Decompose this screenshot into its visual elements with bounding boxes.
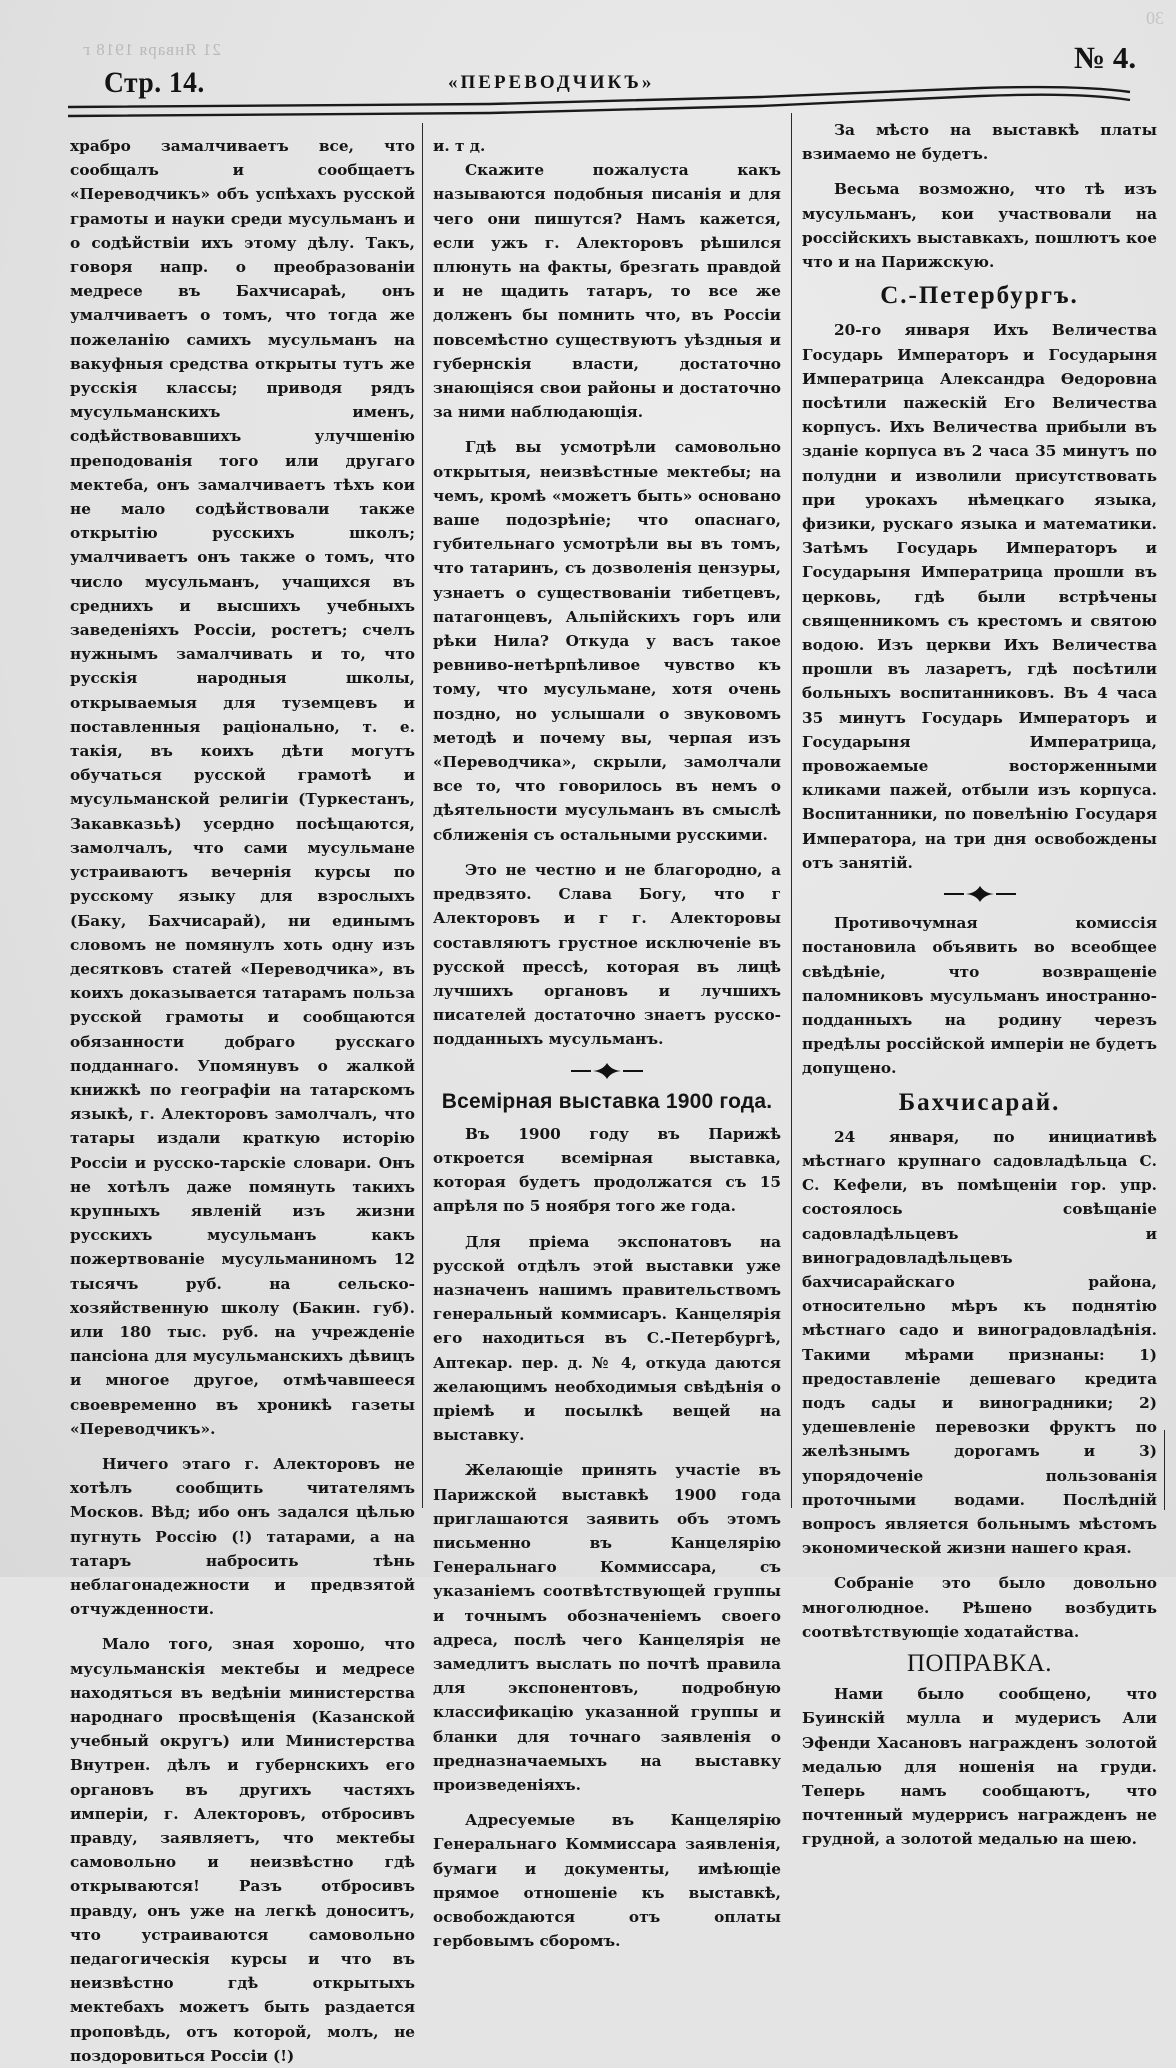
issue-number: № 4.	[1074, 40, 1137, 75]
column-1	[70, 134, 415, 2068]
newspaper-title: «ПЕРЕВОДЧИКЪ»	[448, 72, 655, 93]
page-right-edge	[1164, 1430, 1165, 1510]
section-heading-correction: ПОПРАВКА.	[906, 1649, 1053, 1677]
col3-paragraph-fee: За мѣсто на выставкѣ платы взимаемо не будетъ.	[802, 121, 1157, 164]
col1-paragraph-3: Мало того, зная хорошо, что мусульманскія мектебы и медресе находяться въ ведѣніи министерства народнаго просвѣщенія (Казанской учебный округъ) или Министерства Внутрен. дѣлъ и губернскихъ его органовъ въ другихъ частяхъ имперіи, г. Алекторовъ, отбросивъ правду, заявляетъ, что мектебы самовольно и неизвѣстно гдѣ открываются! Разъ отбросивъ правду, онъ уже на легкѣ доноситъ, что устраиваются самовольно педагогическія курсы и что въ неизвѣстно гдѣ открытыхъ мектебахъ можетъ быть раздается проповѣдь, отъ которой, молъ, не поздоровиться Россіи (!)	[70, 1635, 415, 2065]
column-rule-1	[422, 123, 423, 1508]
col2-paragraph-2: Гдѣ вы усмотрѣли самовольно открытыя, неизвѣстные мектебы; на чемъ, кромѣ «можетъ быть» основано ваше подозрѣніе; что опаснаго, губительнаго усмотрѣли вы въ томъ, что татаринъ, съ дозволенія цензуры, узнаетъ о существованіи тибетцевъ, патагонцевъ, Альпійскихъ горъ или рѣки Нила? Откуда у васъ такое ревниво-нетѣрпѣливое чувство къ тому, что мусульмане, хотя очень поздно, но услышали о звуковомъ методѣ и почему вы, черпая изъ «Переводчика», скрыли, замолчали все то, что говорилось въ немъ о дѣятельности мусульманъ въ смыслѣ сближенія съ остальными русскими.	[433, 438, 781, 844]
column-2	[433, 134, 781, 1953]
section-heading-petersburg: С.-Петербургъ.	[880, 282, 1079, 310]
col1-paragraph-1: храбро замалчиваетъ все, что сообщалъ и сообщаетъ «Переводчикъ» объ успѣхахъ русской грамоты и науки среди мусульманъ и о содѣйствіи ихъ этому дѣлу. Такъ, говоря напр. о преобразованіи медресе въ Бахчисараѣ, онъ умалчиваетъ о томъ, что тогда же пожеланію самихъ мусульманъ на вакуфныя средства открыты тутъ же русскія классы; приводя рядъ мусульманскихъ именъ, содѣйствовавшихъ улучшенію преподованія того или другаго мектеба, онъ замалчиваетъ тѣхъ кои не мало содѣйствовали также открытію русскихъ школъ; умалчиваетъ онъ также о томъ, что число мусульманъ, учащихся въ среднихъ и высшихъ учебныхъ заведеніяхъ Россіи, ростетъ; счелъ нужнымъ замалчивать и то, что русскія народныя школы, открываемыя для туземцевъ и поставленныя раціонально, т. е. такія, въ коихъ дѣти могутъ обучаться русской грамотѣ и мусульманской религіи (Туркестанъ, Закавказьѣ) усердно посѣщаются, замолчалъ, что сами мусульмане устраиваютъ вечернія курсы по русскому языку для взрослыхъ (Баку, Бахчисарай), ни единымъ словомъ не помянулъ хоть одну изъ десятковъ статей «Переводчика», въ коихъ доказывается татарамъ польза русской грамоты и сообщаются обязанности добраго русскаго подданнаго. Упомянувъ о жалкой книжкѣ по географіи на татарскомъ языкѣ, г. Алекторовъ замолчалъ, что татары издали краткую исторію Россіи и русско-тарскіе словари. Онъ не хотѣлъ даже помянуть такихъ крупныхъ явленій изъ жизни русскихъ мусульманъ какъ пожертвованіе мусульманиномъ 12 тысячъ руб. на сельско-хозяйственную школу (Бакин. губ). или 180 тыс. руб. на учрежденіе пансіона для мусульманскихъ дѣвицъ и многое другое, отмѣчавшееся своевременно въ хроникѣ газеты «Переводчикъ».	[70, 137, 415, 1438]
ornamental-divider-icon	[433, 1060, 781, 1082]
col2-paragraph-1: Скажите пожалуста какъ называются подобныя писанія и для чего они пишутся? Намъ кажется, если ужъ г. Алекторовъ рѣшился плюнуть на факты, брезгать правдой и не щадить татаръ, то все же долженъ бы помнить что, въ Россіи повсемѣстно существуютъ уѣздныя и губернскія власти, достаточно знающіяся свои районы и достаточно за ними наблюдающія.	[433, 161, 781, 422]
col2-paragraph-3: Это не честно и не благородно, а предвзято. Слава Богу, что г Алекторовъ и г г. Алекторовы составляютъ грустное исключеніе въ русской прессѣ, которая въ лицѣ лучшихъ органовъ и лучшихъ писателей достаточно знаетъ русско-подданныхъ мусульманъ.	[433, 860, 781, 1049]
col2-paragraph-etc: и. т д.	[433, 137, 486, 155]
col3-bakhchisaray-paragraph-2: Собраніе это было довольно многолюдное. Рѣшено возбудить соотвѣтствующіе ходатайства.	[802, 1574, 1157, 1641]
col3-paragraph-participants: Весьма возможно, что тѣ изъ мусульманъ, кои участвовали на россійскихъ выставкахъ, пошлютъ кое что и на Парижскую.	[802, 180, 1157, 272]
col3-correction-paragraph: Нами было сообщено, что Буинскій мулла и мудерисъ Али Эфенди Хасановъ награжденъ золотой медалью для ношенія на груди. Теперь намъ сообщаютъ, что почтенный мудеррисъ награжденъ не грудной, а золотой медалью на шею.	[802, 1685, 1157, 1849]
col2-exhibition-paragraph-3: Желающіе принять участіе въ Парижской выставкѣ 1900 года приглашаются заявить объ этомъ письменно въ Канцелярію Генеральнаго Коммиссара, съ указаніемъ соотвѣтствующей группы и точнымъ обозначеніемъ своего адреса, послѣ чего Канцелярія не замедлитъ выслать по почтѣ правила для экспонентовъ, подробную классификацію указанной группы и бланки для точнаго заявленія о предназначаемыхъ на выставку произведеніяхъ.	[433, 1461, 781, 1794]
col3-commission-paragraph: Противочумная комиссія постановила объявить во всеобщее свѣдѣніе, что возвращеніе паломниковъ мусульманъ иностранно-подданныхъ на родину черезъ предѣлы россійской имперіи не будетъ допущено.	[802, 914, 1157, 1078]
col2-exhibition-paragraph-2: Для пріема экспонатовъ на русской отдѣлъ этой выставки уже назначенъ нашимъ правительствомъ генеральный коммисаръ. Канцелярія его находиться въ С.-Петербургѣ, Аптекар. пер. д. № 4, откуда даются желающимъ необходимыя свѣдѣнія о пріемѣ и посылкѣ вещей на выставку.	[433, 1232, 781, 1445]
ornamental-divider-icon	[802, 883, 1157, 905]
col3-bakhchisaray-paragraph-1: 24 января, по инициативѣ мѣстнаго крупнаго садовладѣльца С. С. Кефели, въ помѣщеніи гор. упр. состоялось совѣщаніе садовладѣльцевъ и виноградовладѣльцевъ бахчисарайскаго района, относительно мѣръ къ поднятію мѣстнаго садо и виноградовладѣнія. Такими мѣрами признаны: 1) предоставленіе дешеваго кредита подъ сады и виноградники; 2) удешевленіе перевозки фруктъ по желѣзнымъ дорогамъ и 3) упорядоченіе пользованія проточными водами. Послѣдній вопросъ является больнымъ мѣстомъ экономической жизни нашего края.	[802, 1127, 1157, 1558]
col1-paragraph-2: Ничего этаго г. Алекторовъ не хотѣлъ сообщить читателямъ Москов. Вѣд; ибо онъ задался цѣлью пугнуть Россію (!) татарами, а на татаръ набросить тѣнь неблагонадежности и предвзятой отчужденности.	[70, 1454, 415, 1619]
page-number: Стр. 14.	[104, 66, 205, 99]
section-heading-exhibition: Всемірная выставка 1900 года.	[441, 1089, 773, 1113]
col2-exhibition-paragraph-1: Въ 1900 году въ Парижѣ откроется всемірная выставка, которая будетъ продолжатся съ 15 апрѣля по 5 ноября того же года.	[433, 1124, 781, 1216]
column-rule-2	[791, 113, 792, 1508]
col2-exhibition-paragraph-4: Адресуемые въ Канцелярію Генеральнаго Коммиссара заявленія, бумаги и документы, имѣющіе прямое отношеніе къ выставкѣ, освобождаются отъ оплаты гербовымъ сборомъ.	[433, 1811, 781, 1951]
col3-petersburg-paragraph: 20-го января Ихъ Величества Государь Императоръ и Государыня Императрица Александра Ѳедоровна посѣтили пажескій Его Величества корпусъ. Ихъ Величества прибыли въ зданіе корпуса въ 2 часа 35 минутъ по полудни и изволили присутствовать при урокахъ нѣмецкаго языка, физики, рускаго языка и математики. Затѣмъ Государь Императоръ и Государыня Императрица прошли въ церковь, гдѣ были встрѣчены священникомъ съ крестомъ и святою водою. Изъ церкви Ихъ Величества прошли въ лазаретъ, гдѣ посѣтили больныхъ воспитанниковъ. Въ 4 часа 35 минутъ Государь Императоръ и Государыня Императрица, провожаемые восторженными кликами пажей, отбыли изъ корпуса. Воспитанники, по повелѣнію Государя Императора, на три дня освобождены отъ занятій.	[802, 321, 1157, 872]
column-3	[802, 118, 1157, 1852]
section-heading-bakhchisaray: Бахчисарай.	[898, 1088, 1061, 1116]
bleed-through-number: 30	[1146, 8, 1164, 28]
bleed-through-date: 21 Января 1918 г	[82, 40, 221, 59]
